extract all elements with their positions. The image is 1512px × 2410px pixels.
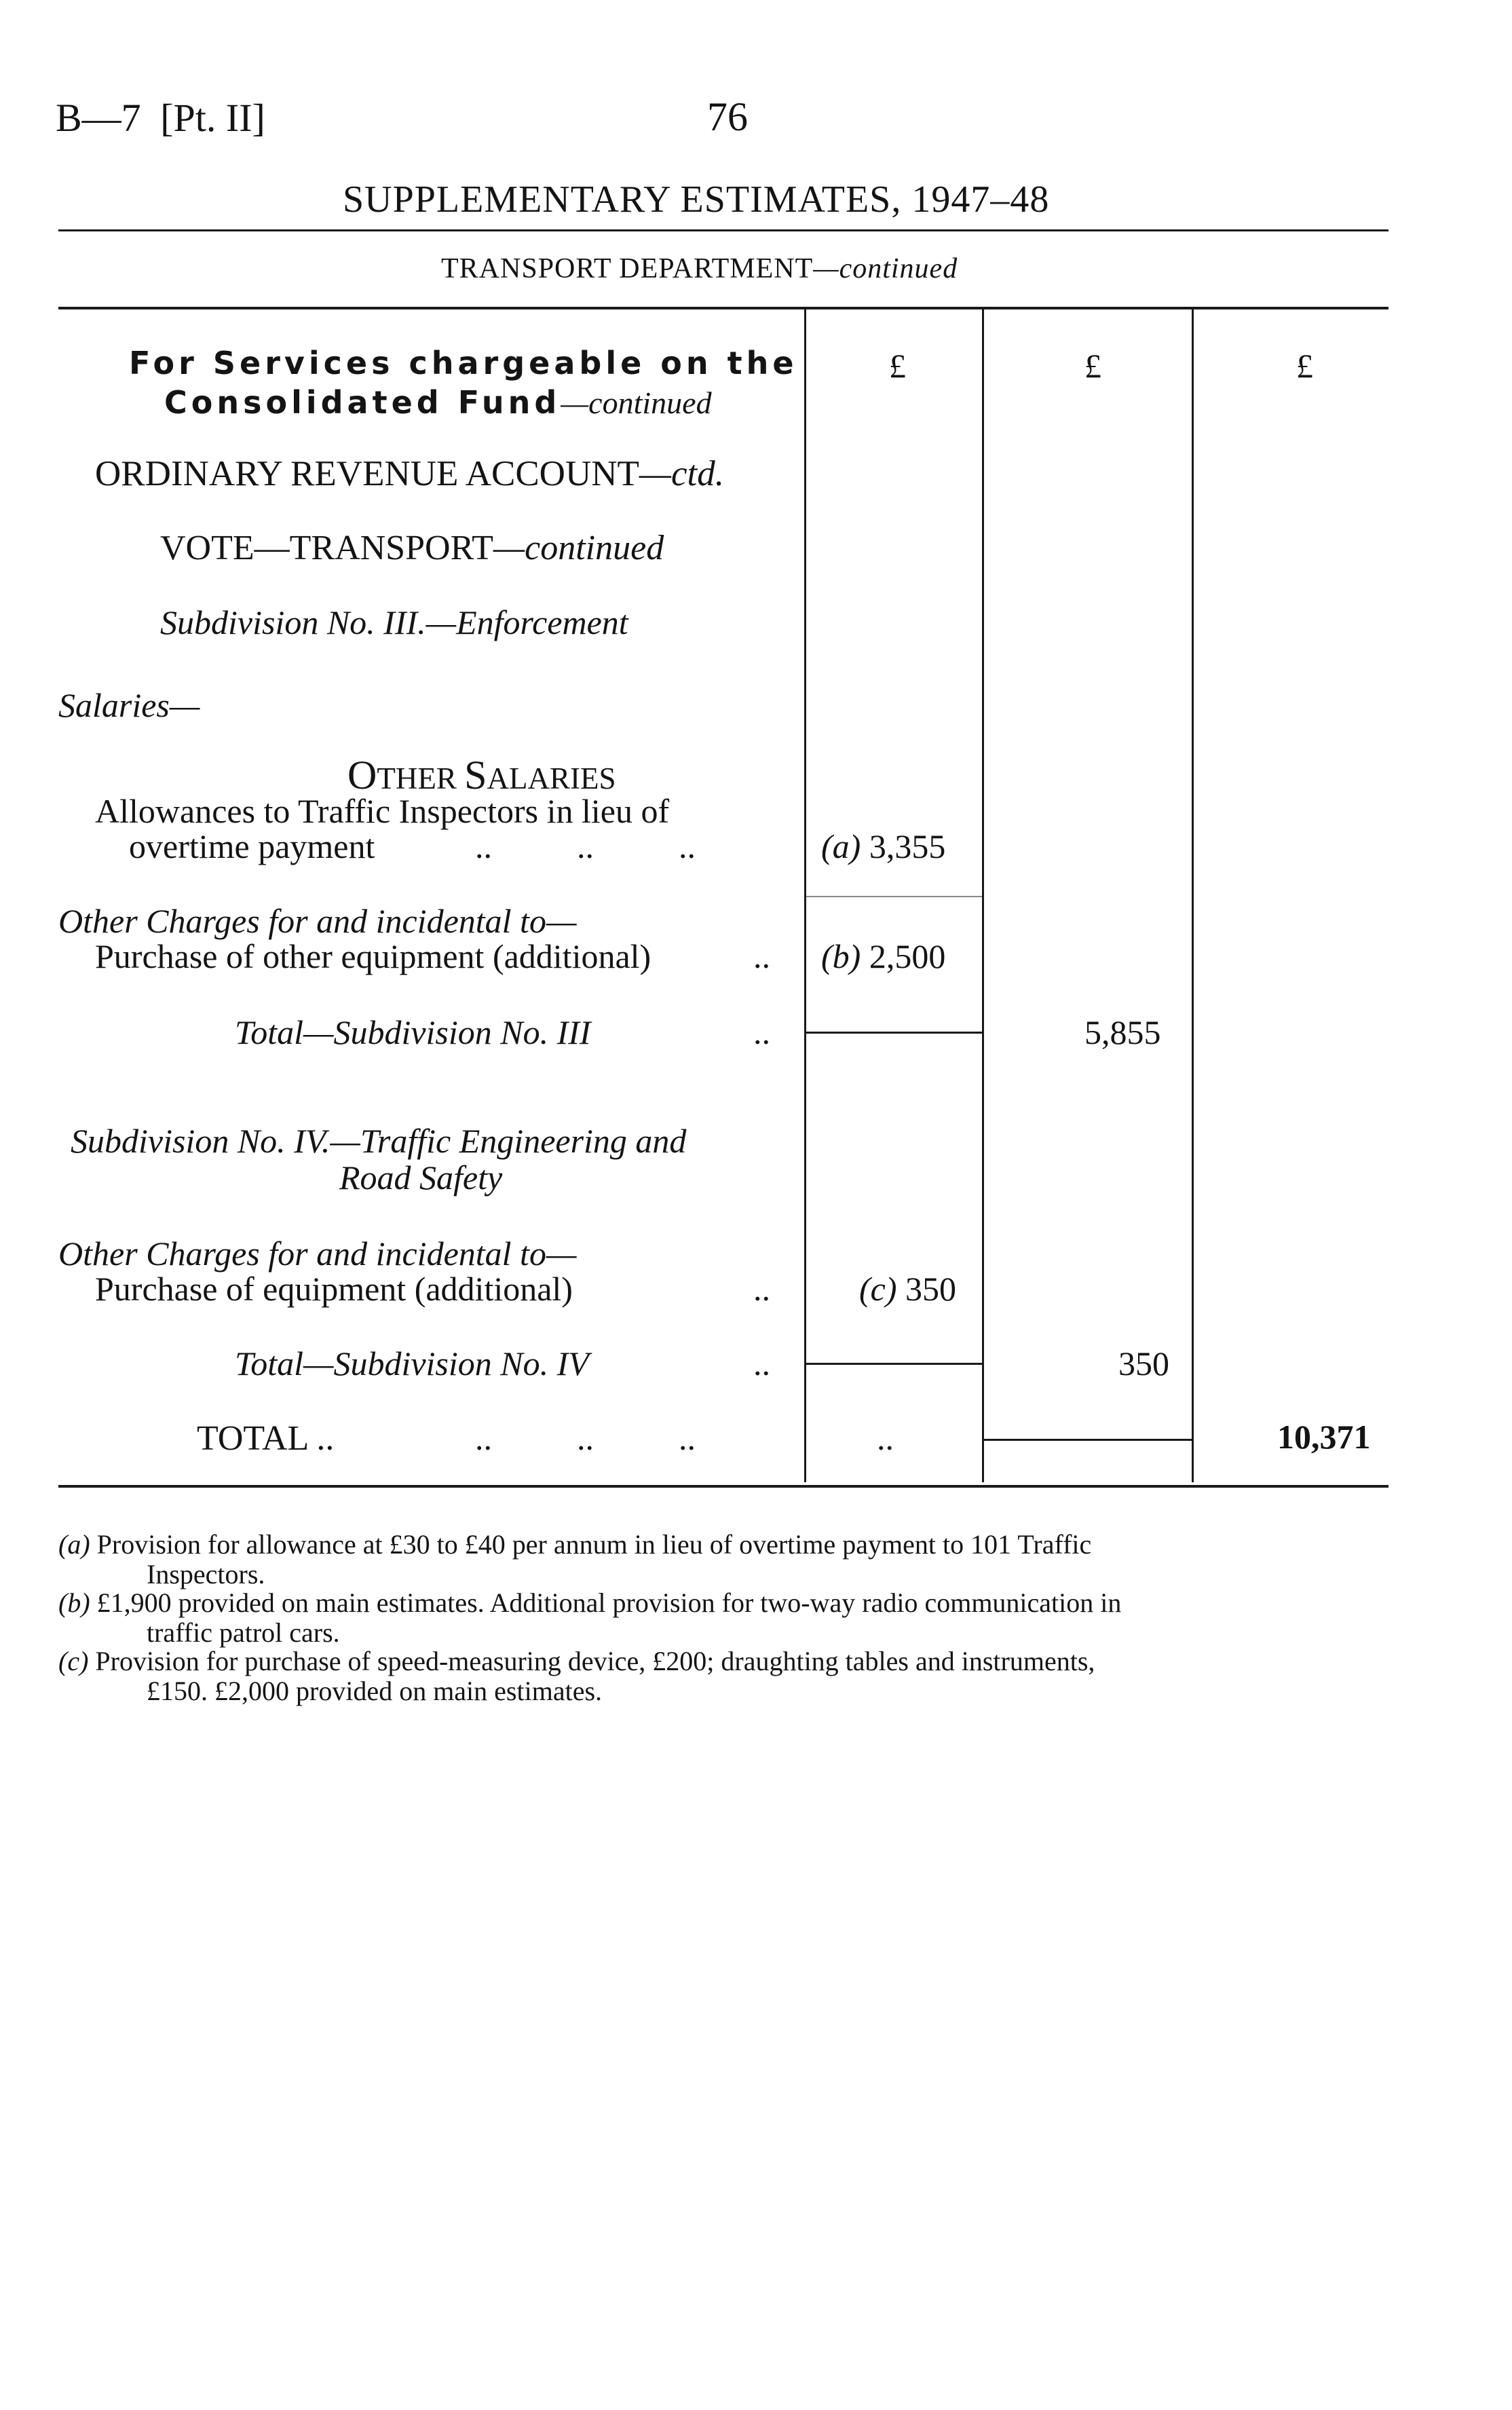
title-rule xyxy=(58,229,1388,231)
subdivision-3-total-value: 5,855 xyxy=(1084,1013,1161,1051)
grand-total-value: 10,371 xyxy=(1277,1418,1371,1456)
column-divider-2 xyxy=(982,309,984,1482)
footnote-c: (c) Provision for purchase of speed-measuring device, £200; draughting tables and instruments, £150. £2,000 provided on main estimates. xyxy=(58,1646,1095,1706)
subdivision-4-total-label: Total—Subdivision No. IV xyxy=(235,1344,589,1382)
item-other-equipment-value: (b) 2,500 xyxy=(821,937,946,975)
subdivision-3-title: Subdivision No. III.—Enforcement xyxy=(160,603,628,641)
item-allowances-line1: Allowances to Traffic Inspectors in lieu of xyxy=(95,792,670,830)
subdivision-4-total-value: 350 xyxy=(1118,1344,1169,1382)
salaries-label: Salaries— xyxy=(58,686,200,724)
footnote-a: (a) Provision for allowance at £30 to £40 per annum in lieu of overtime payment to 101 Traffic Inspectors. xyxy=(58,1529,1092,1589)
column-header-3: £ xyxy=(1296,347,1313,385)
page-reference xyxy=(56,95,265,140)
grand-total-dots: .. .. .. xyxy=(475,1419,696,1457)
item-allowances-dots: .. .. .. xyxy=(475,827,696,865)
other-charges-label-3: Other Charges for and incidental to— xyxy=(58,902,577,940)
page-title: SUPPLEMENTARY ESTIMATES, 1947–48 xyxy=(343,178,1050,221)
item-equipment: Purchase of equipment (additional) xyxy=(95,1270,573,1308)
subdivision-4-title-line2: Road Safety xyxy=(339,1159,503,1197)
department-heading: TRANSPORT DEPARTMENT—continued xyxy=(441,253,958,284)
subdivision-4-title-line1: Subdivision No. IV.—Traffic Engineering and xyxy=(71,1122,687,1160)
item-other-equipment-dots: .. xyxy=(753,937,770,975)
item-allowances-value: (a) 3,355 xyxy=(821,827,946,865)
column-header-2: £ xyxy=(1084,347,1101,385)
part-label: [Pt. II] xyxy=(160,96,265,140)
grand-total-col1-dots: .. xyxy=(877,1419,894,1457)
allowances-separator xyxy=(806,896,982,897)
vote-heading: VOTE—TRANSPORT—continued xyxy=(160,529,664,567)
item-equipment-value: (c) 350 xyxy=(859,1270,956,1308)
account-heading: ORDINARY REVENUE ACCOUNT—ctd. xyxy=(95,454,725,493)
fund-heading-line1: For Services chargeable on the xyxy=(129,345,798,381)
subdivision-4-total-rule xyxy=(806,1363,982,1365)
subdivision-3-total-dots: .. xyxy=(753,1013,770,1051)
column-header-1: £ xyxy=(889,347,906,385)
ref-code: B—7 xyxy=(56,96,141,140)
other-charges-label-4: Other Charges for and incidental to— xyxy=(58,1235,577,1273)
grand-total-rule xyxy=(984,1439,1192,1441)
subdivision-4-total-dots: .. xyxy=(753,1344,770,1382)
subdivision-3-total-label: Total—Subdivision No. III xyxy=(235,1013,591,1051)
footnote-b: (b) £1,900 provided on main estimates. Additional provision for two-way radio communication in traffic patrol cars. xyxy=(58,1587,1122,1648)
table-top-rule xyxy=(58,307,1388,309)
column-divider-3 xyxy=(1192,309,1194,1482)
page-number: 76 xyxy=(707,94,748,139)
other-salaries-heading: OTHER SALARIES xyxy=(347,753,616,797)
item-other-equipment: Purchase of other equipment (additional) xyxy=(95,937,651,975)
subdivision-3-total-rule xyxy=(806,1032,982,1034)
table-bottom-rule xyxy=(58,1485,1388,1488)
fund-heading-line2: Consolidated Fund—continued xyxy=(164,384,712,421)
grand-total-label: TOTAL .. xyxy=(197,1419,335,1458)
item-allowances-line2: overtime payment xyxy=(129,827,375,865)
item-equipment-dots: .. xyxy=(753,1270,770,1308)
